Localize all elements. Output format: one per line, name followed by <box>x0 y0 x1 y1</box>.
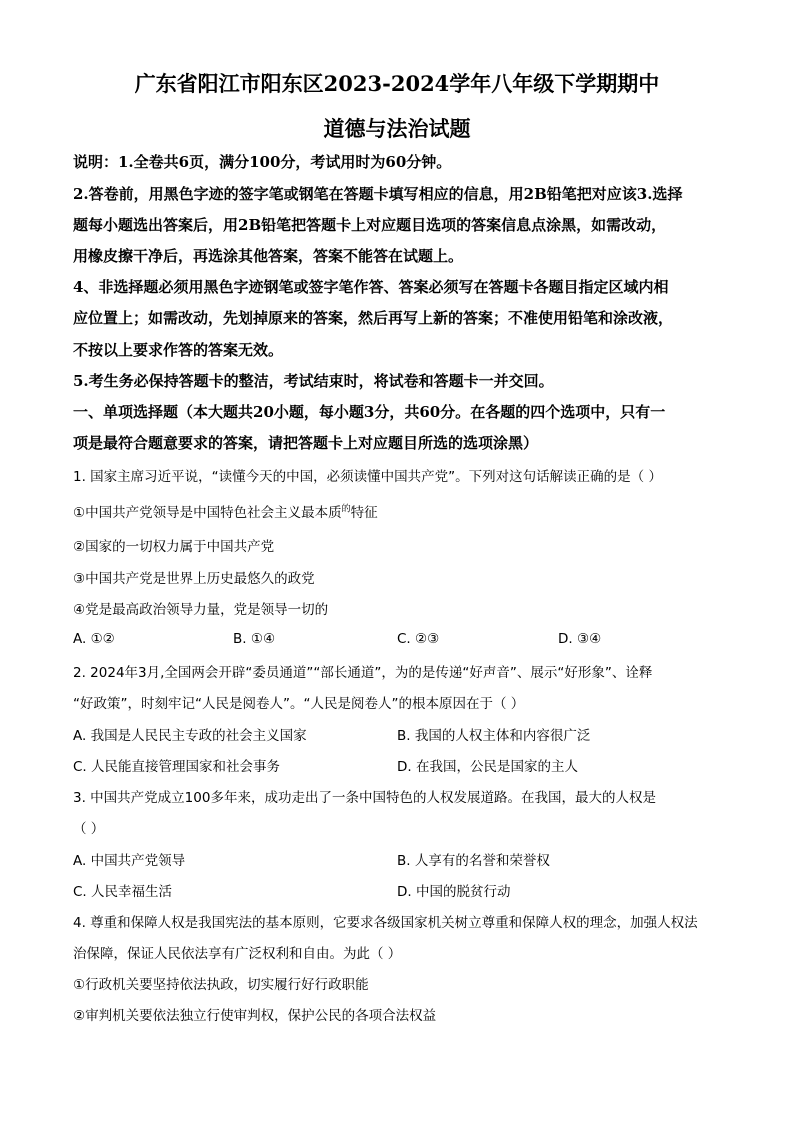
option-c: C. ②③ <box>397 631 440 647</box>
question-stem: 治保障，保证人民依法享有广泛权利和自由。为此（ ） <box>73 946 402 962</box>
instruction-line: 4、非选择题必须用黑色字迹钢笔或签字笔作答、答案必须写在答题卡各题目指定区域内相 <box>73 278 669 296</box>
exam-title: 广东省阳江市阳东区2023-2024学年八年级下学期期中 <box>134 71 660 96</box>
question-item: ③中国共产党是世界上历史最悠久的政党 <box>73 571 315 587</box>
question-item <box>73 501 378 521</box>
option-b: B. 我国的人权主体和内容很广泛 <box>397 728 591 744</box>
option-a: A. 我国是人民民主专政的社会主义国家 <box>73 728 307 744</box>
option-b: B. 人享有的名誉和荣誉权 <box>397 853 550 869</box>
option-c: C. 人民能直接管理国家和社会事务 <box>73 759 281 775</box>
option-d: D. 中国的脱贫行动 <box>397 884 511 900</box>
question-stem: 3. 中国共产党成立100多年来，成功走出了一条中国特色的人权发展道路。在我国，最大的人权是 <box>73 790 656 806</box>
section-heading: 一、单项选择题（本大题共20小题，每小题3分，共60分。在各题的四个选项中，只有一 <box>73 403 666 421</box>
option-d: D. ③④ <box>558 631 602 647</box>
question-stem: “好政策”，时刻牢记“人民是阅卷人”。“人民是阅卷人”的根本原因在于（ ） <box>73 696 525 712</box>
option-a: A. 中国共产党领导 <box>73 853 186 869</box>
question-stem: 2. 2024年3月,全国两会开辟“委员通道”“部长通道”，为的是传递“好声音”、展示“好形象”、诠释 <box>73 665 653 681</box>
option-c: C. 人民幸福生活 <box>73 884 173 900</box>
question-item: ②审判机关要依法独立行使审判权，保护公民的各项合法权益 <box>73 1008 437 1024</box>
option-a: A. ①② <box>73 631 115 647</box>
instruction-line: 题每小题选出答案后，用2B铅笔把答题卡上对应题目选项的答案信息点涂黑，如需改动， <box>73 216 667 234</box>
question-item: ①行政机关要坚持依法执政，切实履行好行政职能 <box>73 977 369 993</box>
question-stem: （ ） <box>73 821 105 837</box>
instruction-line: 应位置上；如需改动，先划掉原来的答案，然后再写上新的答案；不准使用铅笔和涂改液， <box>73 309 674 327</box>
instruction-line: 不按以上要求作答的答案无效。 <box>73 341 284 359</box>
instruction-line: 2.答卷前，用黑色字迹的签字笔或钢笔在答题卡填写相应的信息，用2B铅笔把对应该3.选择 <box>73 185 683 203</box>
question-stem: 1. 国家主席习近平说，“读懂今天的中国，必须读懂中国共产党”。下列对这句话解读正确的是（ ） <box>73 469 662 485</box>
question-item: ②国家的一切权力属于中国共产党 <box>73 539 275 555</box>
instruction-line: 用橡皮擦干净后，再选涂其他答案，答案不能答在试题上。 <box>73 247 464 265</box>
item-text-tail: 特征 <box>350 505 378 521</box>
item-superscript: 的 <box>341 504 351 515</box>
question-stem: 4. 尊重和保障人权是我国宪法的基本原则，它要求各级国家机关树立尊重和保障人权的理念，加强人权法 <box>73 915 698 931</box>
instruction-line: 5.考生务必保持答题卡的整洁，考试结束时，将试卷和答题卡一并交回。 <box>73 372 554 390</box>
item-text: ①中国共产党领导是中国特色社会主义最本质 <box>73 505 342 521</box>
instruction-line: 说明：1.全卷共6页，满分100分，考试用时为60分钟。 <box>73 153 452 171</box>
exam-subtitle: 道德与法治试题 <box>323 116 471 141</box>
section-heading: 项是最符合题意要求的答案，请把答题卡上对应题目所选的选项涂黑） <box>73 434 539 452</box>
option-b: B. ①④ <box>233 631 276 647</box>
question-item: ④党是最高政治领导力量，党是领导一切的 <box>73 602 329 618</box>
option-d: D. 在我国，公民是国家的主人 <box>397 759 578 775</box>
